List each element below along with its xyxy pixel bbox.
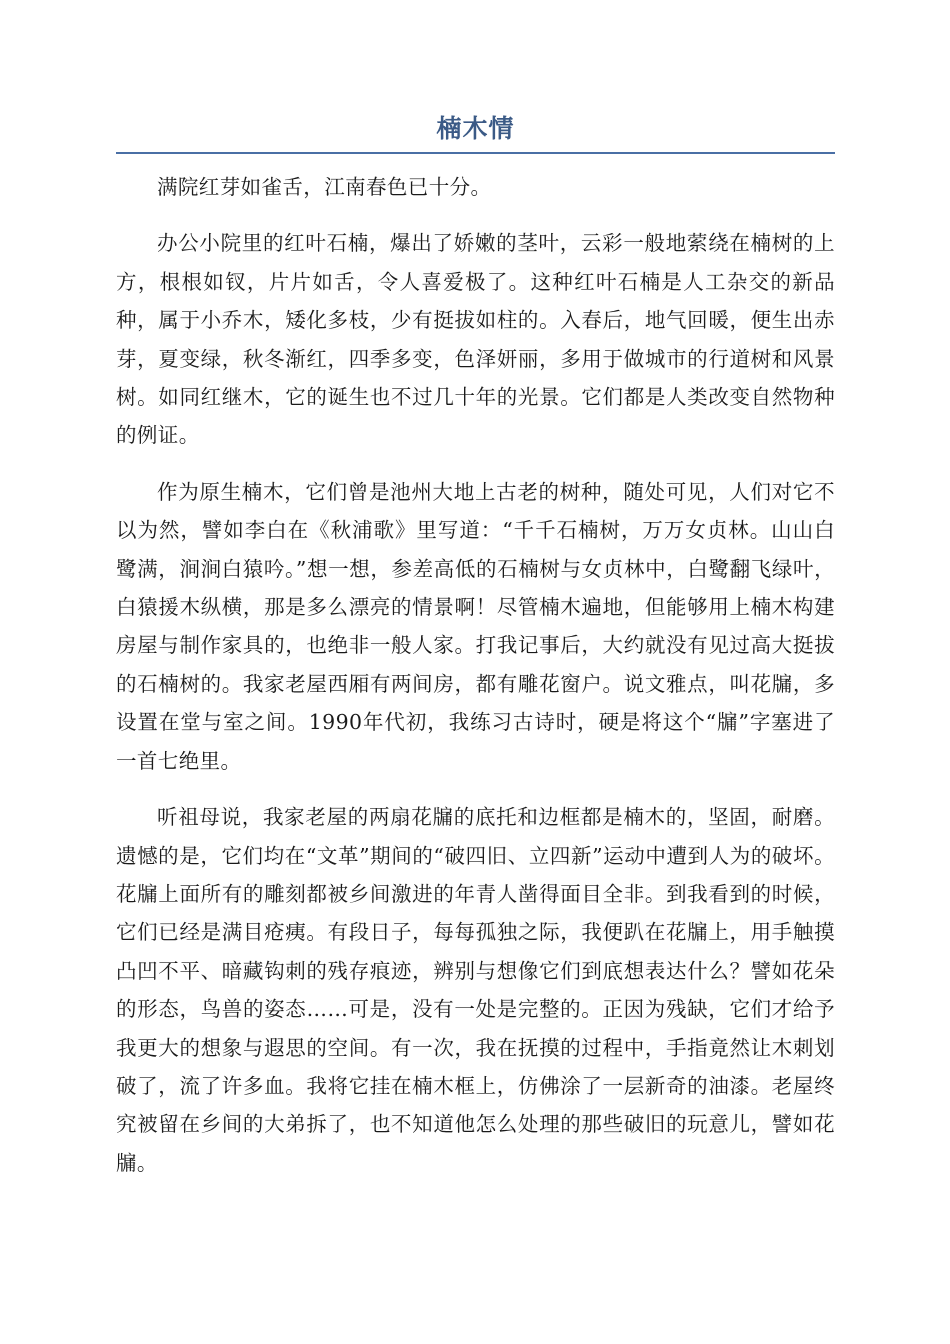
paragraph-3: 作为原生楠木，它们曾是池州大地上古老的树种，随处可见，人们对它不以为然，譬如李白在《秋浦歌》里写道：“千千石楠树，万万女贞林。山山白鹭满，涧涧白猿吟。”想一想，参差高低的石楠树与女贞林中，白鹭翻飞绿叶，白猿援木纵横，那是多么漂亮的情景啊！尽管楠木遍地，但能够用上楠木构建房屋与制作家具的，也绝非一般人家。打我记事后，大约就没有见过高大挺拔的石楠树的。我家老屋西厢有两间房，都有雕花窗户。说文雅点，叫花牖，多设置在堂与室之间。1990年代初，我练习古诗时，硬是将这个“牖”字塞进了一首七绝里。 xyxy=(116,479,835,773)
paragraph-1: 满院红芽如雀舌，江南春色已十分。 xyxy=(157,175,492,199)
paragraph-2: 办公小院里的红叶石楠，爆出了娇嫩的茎叶，云彩一般地萦绕在楠树的上方，根根如钗，片片如舌，令人喜爱极了。这种红叶石楠是人工杂交的新品种，属于小乔木，矮化多枝，少有挺拔如柱的。入春后，地气回暖，便生出赤芽，夏变绿，秋冬渐红，四季多变，色泽妍丽，多用于做城市的行道树和风景树。如同红继木，它的诞生也不过几十年的光景。它们都是人类改变自然物种的例证。 xyxy=(116,231,835,448)
document-body xyxy=(116,112,835,1200)
page-title: 楠木情 xyxy=(436,114,515,143)
title-underline xyxy=(116,152,835,154)
paragraph-4: 听祖母说，我家老屋的两扇花牖的底托和边框都是楠木的，坚固，耐磨。遗憾的是，它们均在“文革”期间的“破四旧、立四新”运动中遭到人为的破坏。花牖上面所有的雕刻都被乡间激进的年青人凿得面目全非。到我看到的时候，它们已经是满目疮痍。有段日子，每每孤独之际，我便趴在花牖上，用手触摸凸凹不平、暗藏钩刺的残存痕迹，辨别与想像它们到底想表达什么？譬如花朵的形态，鸟兽的姿态……可是，没有一处是完整的。正因为残缺，它们才给予我更大的想象与遐思的空间。有一次，我在抚摸的过程中，手指竟然让木刺划破了，流了许多血。我将它挂在楠木框上，仿佛涂了一层新奇的油漆。老屋终究被留在乡间的大弟拆了，也不知道他怎么处理的那些破旧的玩意儿，譬如花牖。 xyxy=(116,805,835,1175)
